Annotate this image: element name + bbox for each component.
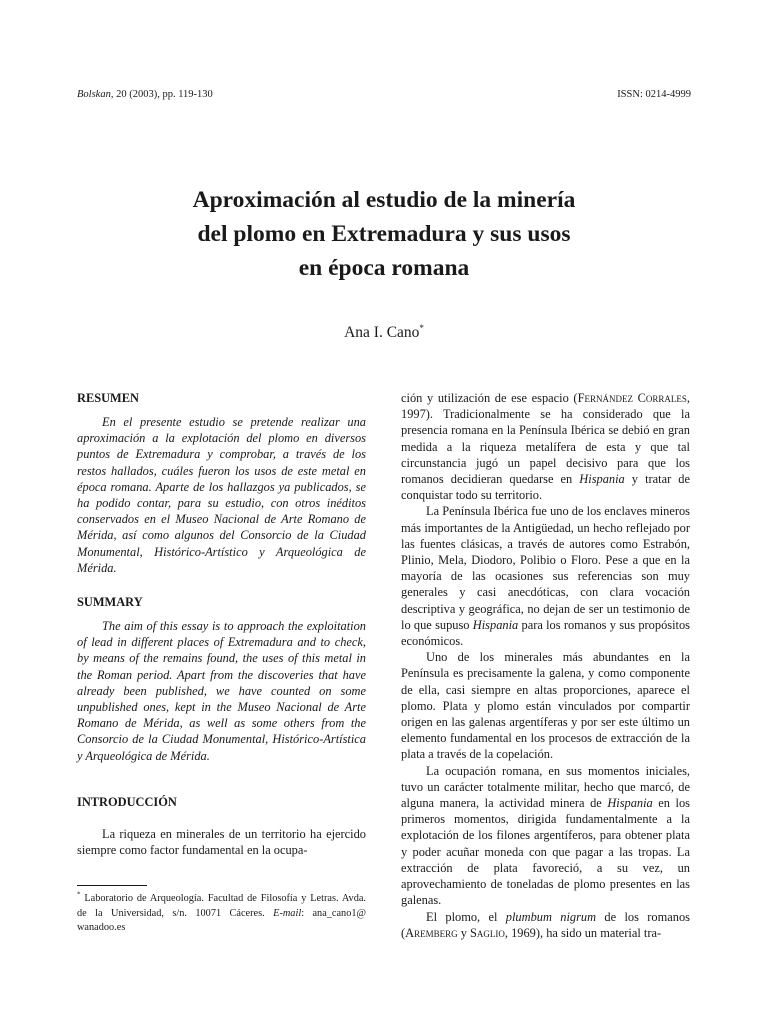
right-column [401, 390, 690, 941]
resumen-heading: RESUMEN [77, 391, 139, 405]
journal-citation [77, 88, 213, 102]
title-line-2: del plomo en Extremadura y sus usos [197, 221, 571, 247]
journal-name: Bolskan [77, 89, 111, 100]
latin-term: plumbum nigrum [505, 909, 597, 924]
author-line [77, 322, 691, 344]
citation-aremberg: Aremberg [405, 925, 458, 940]
title-line-1: Aproximación al estudio de la minería [192, 187, 576, 213]
author-footnote-mark: * [419, 322, 424, 333]
body-paragraph-4: La ocupación romana, en sus momentos iniciales, tuvo un carácter totalmente militar, hecho que marcó, de alguna manera, la actividad minera de Hispania en los primeros momentos, dirigida fundamentalmente a la explotación de los filones argentíferos, para obtener plata y poder acuñar moneda con que pagar a las tropas. La extracción de plata favoreció, a su vez, un aprovechamiento de toneladas de plomo presentes en las galenas. [401, 763, 690, 908]
title-line-3: en época romana [298, 255, 470, 281]
body-paragraph-1: ción y utilización de ese espacio (Fernández Corrales, 1997). Tradicionalmente se ha considerado que la presencia romana en la Península Ibérica se debió en gran medida a la riqueza metalífera de esta y que tal circunstancia jugó un papel decisivo para que los romanos decidieran quedarse en Hispania y tratar de conquistar todo su territorio. [401, 391, 690, 503]
issn: ISSN: 0214-4999 [617, 89, 691, 100]
footnote-mark: * [77, 890, 81, 899]
introduccion-heading: INTRODUCCIÓN [77, 794, 177, 809]
footnote: * Laboratorio de Arqueología. Facultad de Filosofía y Letras. Avda. de la Universidad, s/n. 10071 Cáceres. E-mail: ana_cano1@ wanadoo.es [77, 890, 366, 933]
paper-title [77, 183, 691, 285]
resumen-text: En el presente estudio se pretende realizar una aproximación a la explotación del plomo en diversos puntos de Extremadura y comprobar, a través de los restos hallados, cuáles fueron los usos de este metal en época romana. Aparte de los hallazgos ya publicados, se ha podido contar, para su estudio, con otros inéditos conservados en el Museo Nacional de Arte Romano de Mérida, así como algunos del Consorcio de la Ciudad Monumental, Histórico-Artístico y Arqueológica de Mérida. [77, 415, 366, 575]
body-paragraph-5: El plomo, el plumbum nigrum de los romanos (Aremberg y Saglio, 1969), ha sido un material tra- [401, 909, 690, 940]
citation-fernandez-corrales: Fernández Corrales [577, 391, 687, 405]
citation-details: , 20 (2003), pp. 119-130 [110, 89, 213, 100]
body-paragraph-2: La Península Ibérica fue uno de los enclaves mineros más importantes de la Antigüedad, un hecho reflejado por las fuentes clásicas, a través de autores como Estrabón, Plinio, Mela, Diodoro, Polibio o Floro. Pese a que en la mayoría de las ocasiones sus referencias son muy generales y casi anecdóticas, con clara vocación descriptiva y geográfica, no dejan de ser un testimonio de lo que supuso Hispania para los romanos y sus propósitos económicos. [401, 504, 690, 649]
left-column [77, 390, 366, 858]
footnote-divider [77, 885, 147, 886]
intro-paragraph-1: La riqueza en minerales de un territorio ha ejercido siempre como factor fundamental en la ocupa- [77, 826, 366, 858]
summary-text: The aim of this essay is to approach the exploitation of lead in different places of Extremadura and to check, by means of the remains found, the uses of this metal in the Roman period. Apart from the discoveries that have already been published, we have counted on some unpublished ones, kept in the Museo Nacional de Arte Romano de Mérida, as well as some others from the Consorcio de la Ciudad Monumental, Histórico-Artística y Arqueológica de Mérida. [77, 619, 366, 763]
citation-saglio: Saglio [470, 925, 505, 940]
author-name: Ana I. Cano [344, 324, 420, 341]
summary-heading: SUMMARY [77, 595, 143, 610]
body-paragraph-3: Uno de los minerales más abundantes en la Península es precisamente la galena, y como componente de ella, casi siempre en altas proporciones, aparece el plomo. Plata y plomo están vinculados por compartir origen en las galenas argentíferas y por ser este último un elemento fundamental en los procesos de extracción de la plata a través de la copelación. [401, 650, 690, 762]
footnote-email: : ana_cano1@ wanadoo.es [77, 907, 366, 933]
running-header [77, 88, 691, 102]
